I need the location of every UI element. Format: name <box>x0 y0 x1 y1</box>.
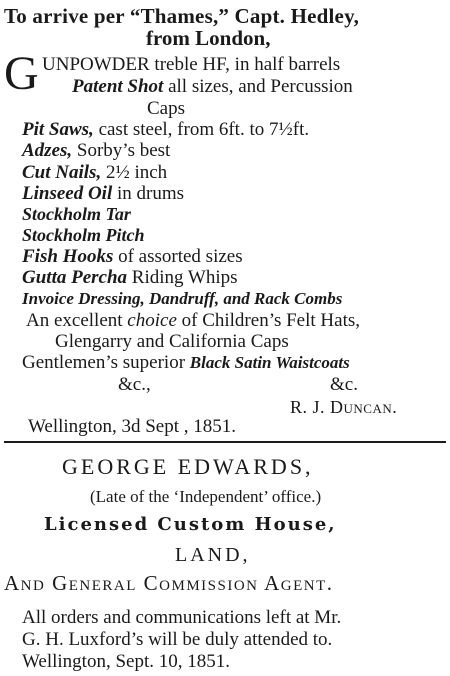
advertiser-name: GEORGE EDWARDS, <box>62 454 314 479</box>
item-cut-nails: Cut Nails, 2½ inch <box>22 162 168 183</box>
ad-heading: To arrive per “Thames,” Capt. Hedley, <box>4 4 360 28</box>
dateline-2: Wellington, Sept. 10, 1851. <box>22 651 230 672</box>
late-of-note: (Late of the ‘Independent’ office.) <box>90 487 322 506</box>
item-waistcoats: Gentlemen’s superior Black Satin Waistcoats <box>22 352 350 373</box>
notice-line-1: All orders and communications left at Mr. <box>22 607 342 628</box>
divider-rule <box>4 441 446 443</box>
item-adzes: Adzes, Sorby’s best <box>22 140 171 161</box>
notice-line-2: G. H. Luxford’s will be duly attended to. <box>22 629 333 650</box>
item-combs: Invoice Dressing, Dandruff, and Rack Combs <box>22 289 343 308</box>
etc-left: &c., <box>118 374 151 395</box>
item-stockholm-pitch: Stockholm Pitch <box>22 225 145 245</box>
item-caps: Caps <box>147 98 185 119</box>
item-stockholm-tar: Stockholm Tar <box>22 204 131 224</box>
item-caps-glengarry: Glengarry and California Caps <box>55 331 289 352</box>
drop-cap: G <box>4 47 39 100</box>
ad-subheading: from London, <box>146 26 271 50</box>
signature: R. J. Duncan. <box>290 397 398 417</box>
agent-heading: And General Commission Agent. <box>4 571 334 595</box>
item-linseed-oil: Linseed Oil in drums <box>22 183 185 204</box>
land-heading: LAND, <box>175 544 251 566</box>
item-felt-hats: An excellent choice of Children’s Felt Hats, <box>26 310 361 331</box>
dateline: Wellington, 3d Sept , 1851. <box>28 416 236 437</box>
etc-right: &c. <box>330 374 358 395</box>
licensed-custom-house: Licensed Custom House, <box>44 514 337 535</box>
item-gutta-percha: Gutta Percha Riding Whips <box>22 267 238 288</box>
item-gunpowder: UNPOWDER treble HF, in half barrels <box>42 54 341 75</box>
item-fish-hooks: Fish Hooks of assorted sizes <box>22 246 243 267</box>
item-pit-saws: Pit Saws, cast steel, from 6ft. to 7½ft. <box>22 119 310 140</box>
item-patent-shot: Patent Shot all sizes, and Percussion <box>72 76 353 97</box>
